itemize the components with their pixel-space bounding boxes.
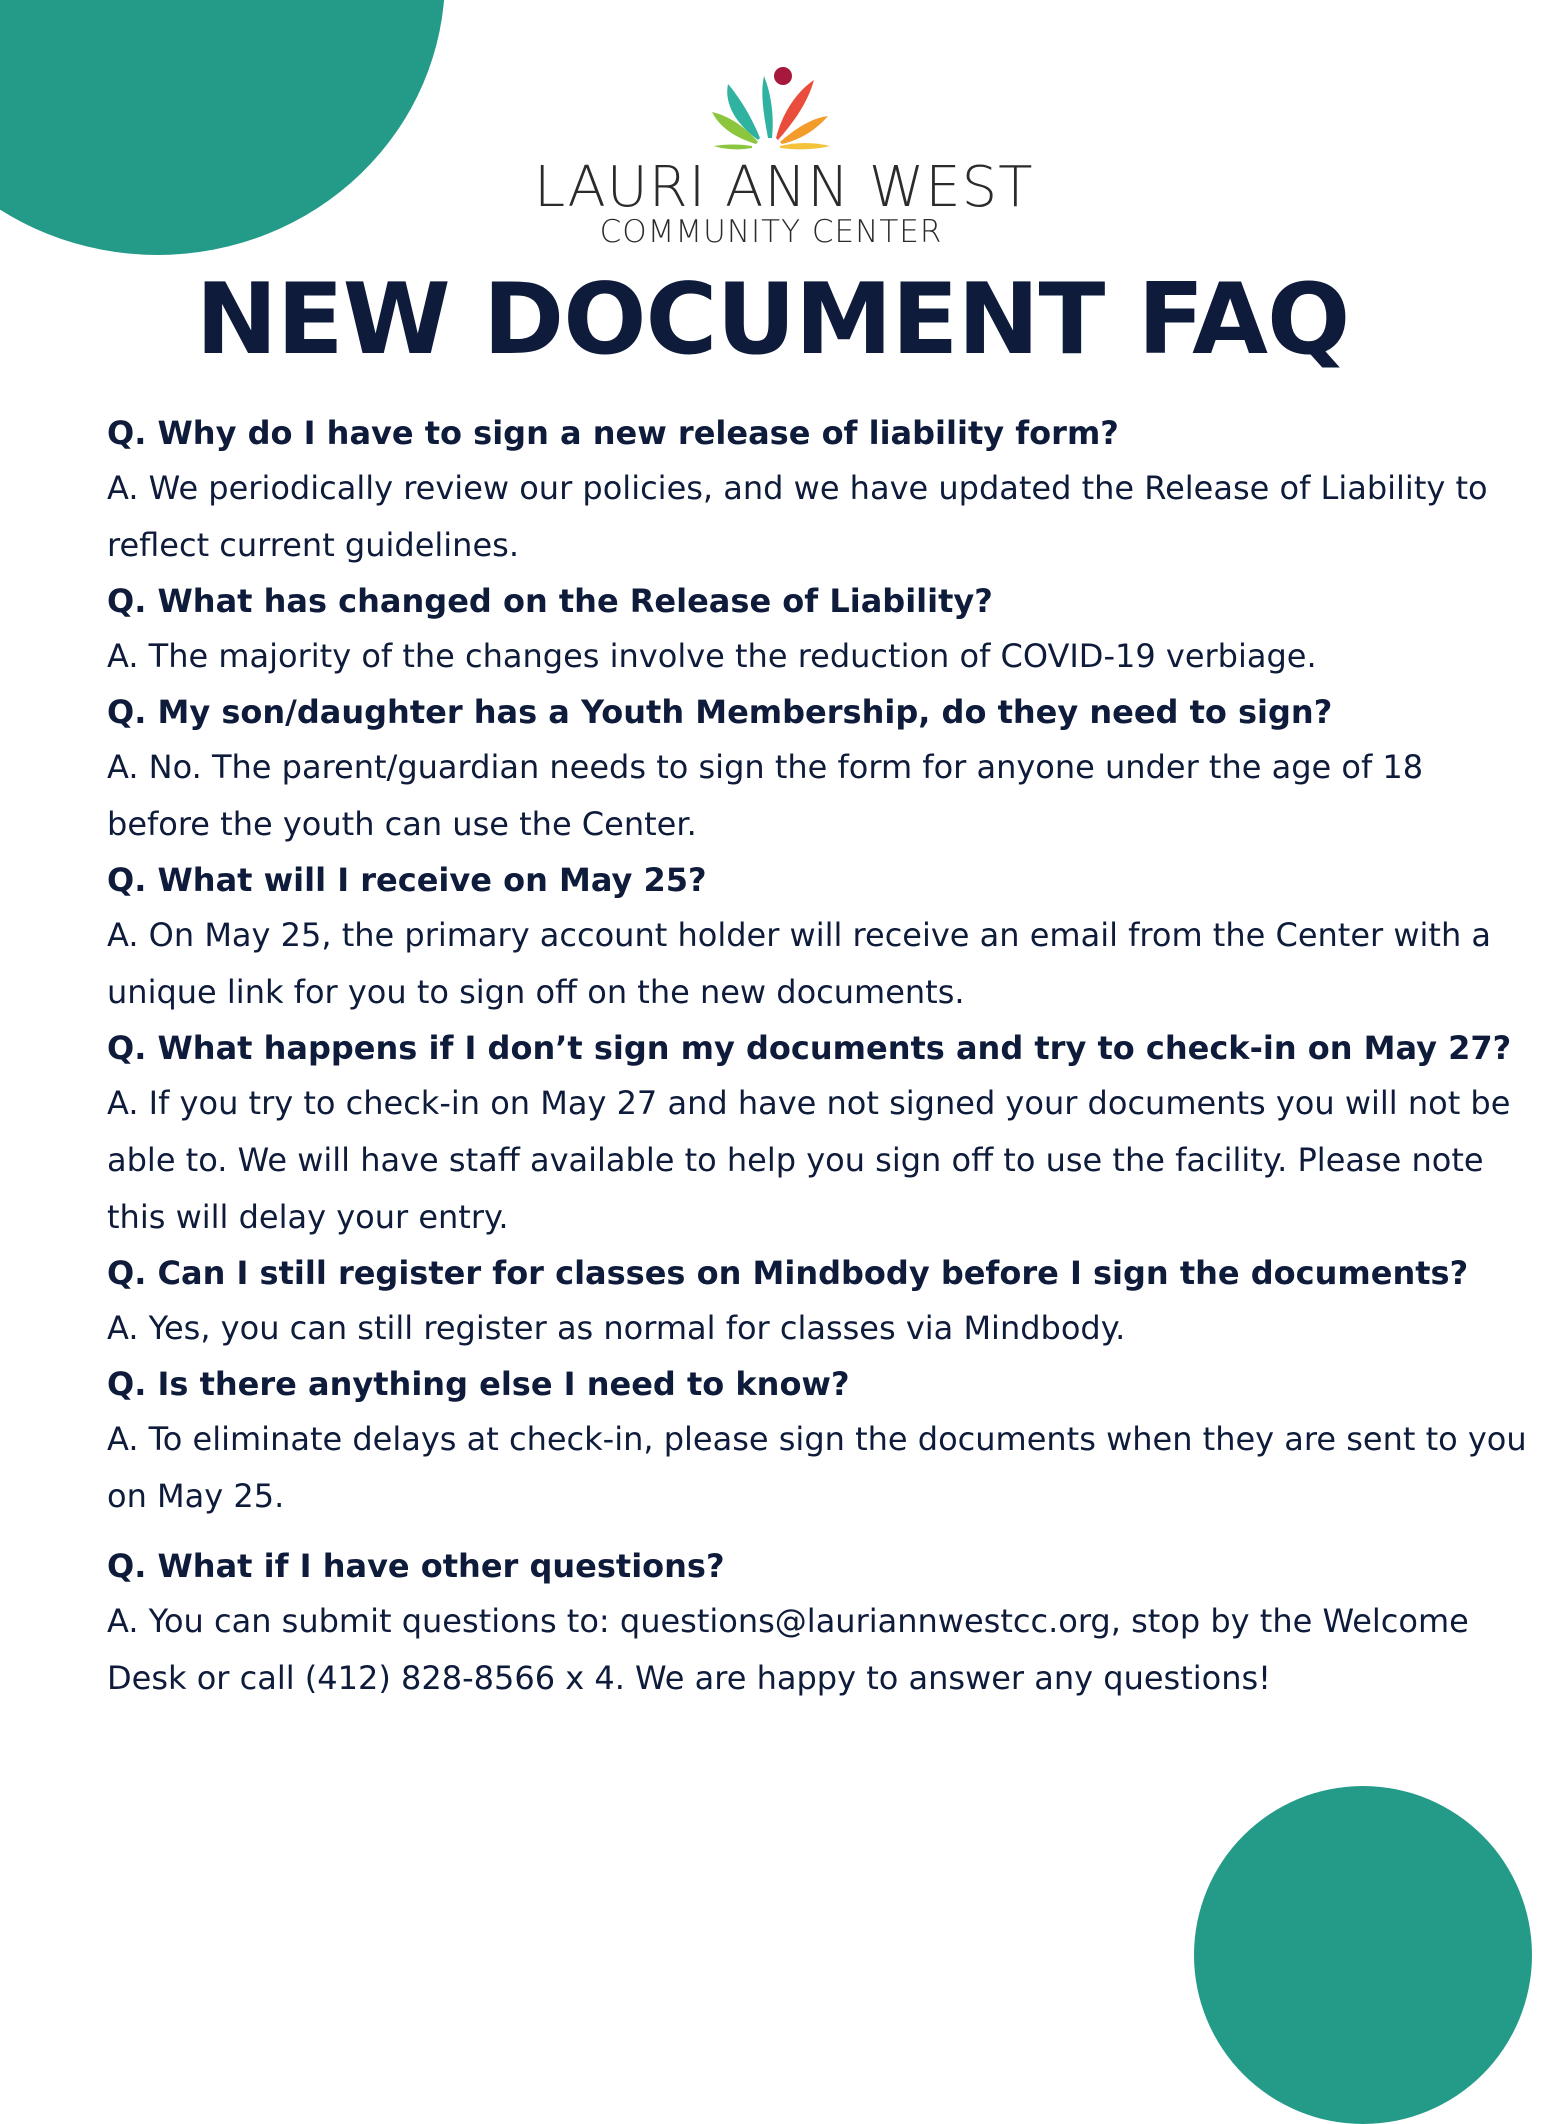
faq-question: Q. What if I have other questions? [107, 1547, 725, 1585]
faq-item [107, 853, 1527, 1021]
petal-burst-logo-icon [706, 54, 836, 150]
faq-question: Q. What will I receive on May 25? [107, 861, 707, 899]
logo-name-line: LAURI ANN WEST [534, 155, 1034, 220]
faq-question: Q. Is there anything else I need to know? [107, 1365, 850, 1403]
decorative-circle-top-left [0, 0, 445, 255]
faq-answer: A. The majority of the changes involve the reduction of COVID-19 verbiage. [107, 637, 1317, 675]
faq-spacer [107, 1525, 1527, 1539]
faq-list [107, 406, 1527, 1707]
faq-answer: A. No. The parent/guardian needs to sign the form for anyone under the age of 18 before the youth can use the Center. [107, 748, 1424, 843]
faq-question: Q. What has changed on the Release of Liability? [107, 582, 993, 620]
faq-question: Q. My son/daughter has a Youth Membership, do they need to sign? [107, 693, 1333, 731]
faq-answer: A. On May 25, the primary account holder will receive an email from the Center with a unique link for you to sign off on the new documents. [107, 916, 1492, 1011]
faq-answer: A. If you try to check-in on May 27 and have not signed your documents you will not be able to. We will have staff available to help you sign off to use the facility. Please note this will delay your entry. [107, 1084, 1511, 1236]
faq-item [107, 1021, 1527, 1246]
faq-item [107, 1246, 1527, 1357]
faq-question: Q. What happens if I don’t sign my documents and try to check-in on May 27? [107, 1029, 1512, 1067]
page-title: NEW DOCUMENT FAQ [195, 263, 1350, 377]
faq-item [107, 1357, 1527, 1525]
community-center-logo [534, 54, 1034, 254]
logo-subtitle-line: COMMUNITY CENTER [599, 214, 943, 250]
faq-item [107, 574, 1527, 685]
faq-item [107, 685, 1527, 853]
faq-item [107, 1539, 1527, 1707]
faq-answer: A. Yes, you can still register as normal for classes via Mindbody. [107, 1309, 1126, 1347]
decorative-circle-bottom-right [1194, 1786, 1532, 2124]
faq-item [107, 406, 1527, 574]
faq-answer: A. We periodically review our policies, and we have updated the Release of Liability to reflect current guidelines. [107, 469, 1488, 564]
faq-answer: A. You can submit questions to: questions@lauriannwestcc.org, stop by the Welcome Desk or call (412) 828-8566 x 4. We are happy to answer any questions! [107, 1602, 1469, 1697]
faq-answer: A. To eliminate delays at check-in, please sign the documents when they are sent to you on May 25. [107, 1420, 1527, 1515]
faq-question: Q. Why do I have to sign a new release of liability form? [107, 414, 1119, 452]
faq-question: Q. Can I still register for classes on Mindbody before I sign the documents? [107, 1254, 1469, 1292]
